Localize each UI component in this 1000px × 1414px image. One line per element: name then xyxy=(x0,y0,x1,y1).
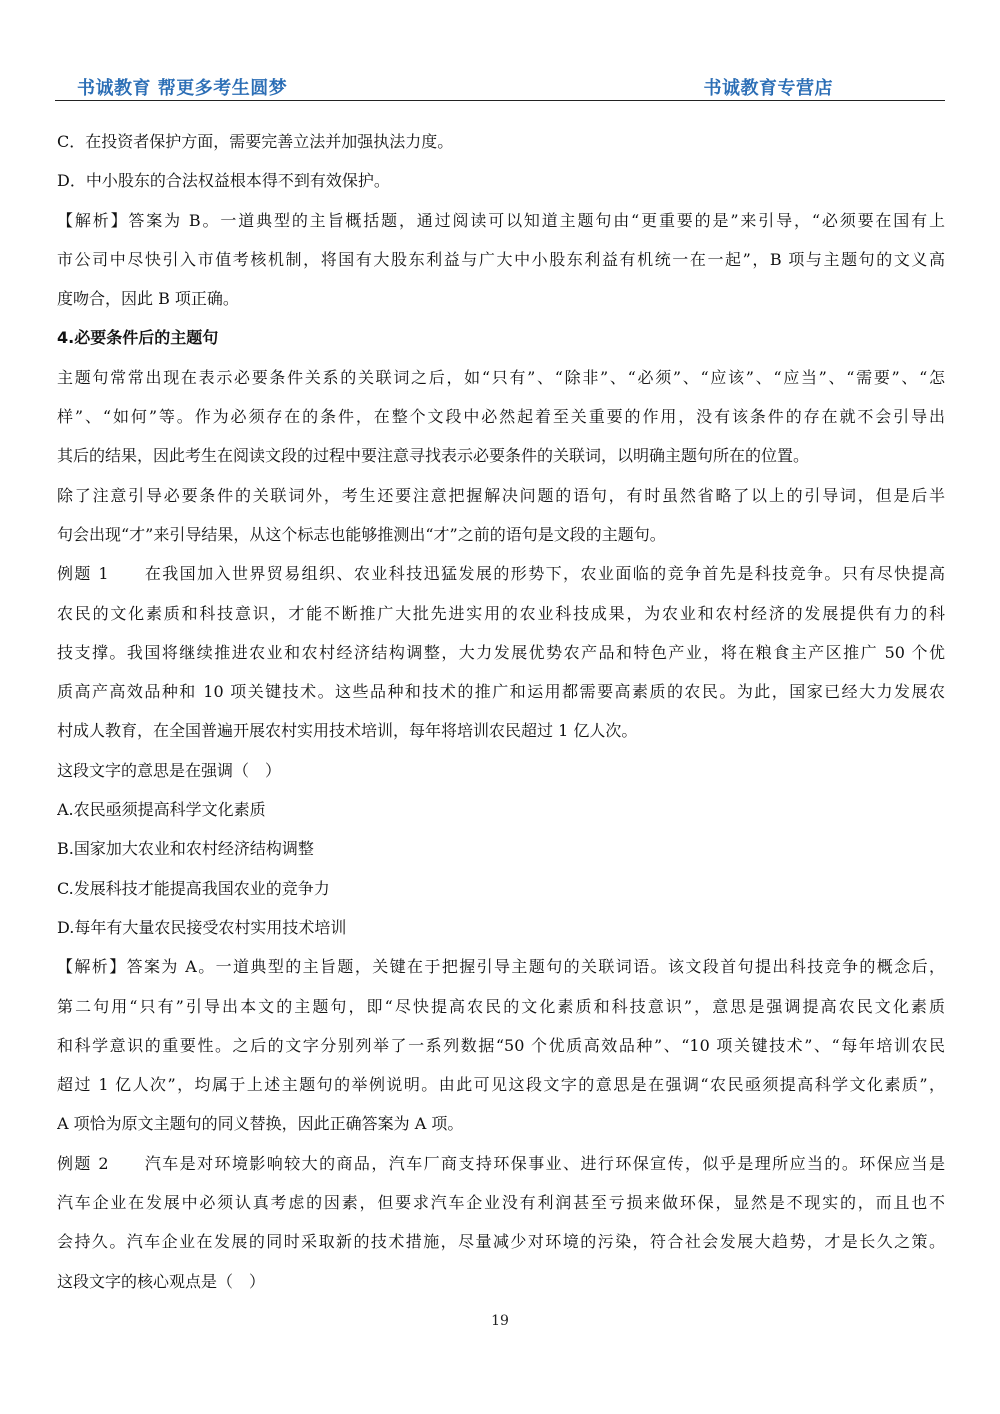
option-d: D.每年有大量农民接受农村实用技术培训 xyxy=(57,917,347,937)
example-1-line: 技支撑。我国将继续推进农业和农村经济结构调整，大力发展优势农产品和特色产业，将在粮食主产区推广 50 个优 xyxy=(57,642,945,662)
document-body xyxy=(57,122,945,1301)
page-header xyxy=(55,72,945,101)
header-slogan: 书诚教育 帮更多考生圆梦 xyxy=(77,78,288,99)
example-1-line: 村成人教育，在全国普遍开展农村实用技术培训，每年将培训农民超过 1 亿人次。 xyxy=(57,721,638,741)
example-1-line: 农民的文化素质和科技意识，才能不断推广大批先进实用的农业科技成果，为农业和农村经济的发展提供有力的科 xyxy=(57,603,945,623)
analysis-line: 第二句用“只有”引导出本文的主题句，即“尽快提高农民的文化素质和科技意识”，意思是强调提高农民文化素质 xyxy=(57,996,945,1016)
example-1-line: 例题 1 在我国加入世界贸易组织、农业科技迅猛发展的形势下，农业面临的竞争首先是科技竞争。只有尽快提高 xyxy=(57,564,945,584)
example-2-line: 会持久。汽车企业在发展的同时采取新的技术措施，尽量减少对环境的污染，符合社会发展大趋势，才是长久之策。 xyxy=(57,1232,945,1252)
option-c: C．在投资者保护方面，需要完善立法并加强执法力度。 xyxy=(57,132,454,151)
paragraph-line: 句会出现“才”来引导结果，从这个标志也能够推测出“才”之前的语句是文段的主题句。 xyxy=(57,524,666,544)
example-2-line: 例题 2 汽车是对环境影响较大的商品，汽车厂商支持环保事业、进行环保宣传，似乎是理所应当的。环保应当是 xyxy=(57,1153,945,1173)
example-2-line: 汽车企业在发展中必须认真考虑的因素，但要求汽车企业没有利润甚至亏损来做环保，显然是不现实的，而且也不 xyxy=(57,1193,945,1213)
option-a: A.农民亟须提高科学文化素质 xyxy=(57,800,266,820)
analysis-line: A 项恰为原文主题句的同义替换，因此正确答案为 A 项。 xyxy=(57,1114,464,1134)
question-stem: 这段文字的意思是在强调（ ） xyxy=(57,760,282,780)
section-heading: 4.必要条件后的主题句 xyxy=(57,328,219,348)
paragraph-line: 除了注意引导必要条件的关联词外，考生还要注意把握解决问题的语句，有时虽然省略了以上的引导词，但是后半 xyxy=(57,485,945,505)
analysis-line: 市公司中尽快引入市值考核机制，将国有大股东利益与广大中小股东利益有机统一在一起”，B 项与主题句的文义高 xyxy=(57,249,945,269)
header-store-name: 书诚教育专营店 xyxy=(703,78,833,99)
paragraph-line: 其后的结果，因此考生在阅读文段的过程中要注意寻找表示必要条件的关联词，以明确主题句所在的位置。 xyxy=(57,446,810,466)
example-1-line: 质高产高效品种和 10 项关键技术。这些品种和技术的推广和运用都需要高素质的农民。为此，国家已经大力发展农 xyxy=(57,682,945,702)
paragraph-line: 主题句常常出现在表示必要条件关系的关联词之后，如“只有”、“除非”、“必须”、“应该”、“应当”、“需要”、“怎 xyxy=(57,367,945,387)
option-c: C.发展科技才能提高我国农业的竞争力 xyxy=(57,878,330,898)
analysis-line: 和科学意识的重要性。之后的文字分别列举了一系列数据“50 个优质高效品种”、“10 项关键技术”、“每年培训农民 xyxy=(57,1035,945,1055)
question-stem: 这段文字的核心观点是（ ） xyxy=(57,1271,266,1291)
paragraph-line: 样”、“如何”等。作为必须存在的条件，在整个文段中必然起着至关重要的作用，没有该条件的存在就不会引导出 xyxy=(57,407,945,427)
option-b: B.国家加大农业和农村经济结构调整 xyxy=(57,839,314,859)
option-d: D．中小股东的合法权益根本得不到有效保护。 xyxy=(57,171,390,191)
analysis-line: 【解析】答案为 B。一道典型的主旨概括题，通过阅读可以知道主题句由“更重要的是”来引导，“必须要在国有上 xyxy=(57,210,945,230)
analysis-line: 【解析】答案为 A。一道典型的主旨题，关键在于把握引导主题句的关联词语。该文段首句提出科技竞争的概念后， xyxy=(57,957,945,977)
analysis-line: 超过 1 亿人次”，均属于上述主题句的举例说明。由此可见这段文字的意思是在强调“农民亟须提高科学文化素质”， xyxy=(57,1075,945,1095)
analysis-line: 度吻合，因此 B 项正确。 xyxy=(57,289,239,309)
page-number: 19 xyxy=(491,1313,509,1329)
